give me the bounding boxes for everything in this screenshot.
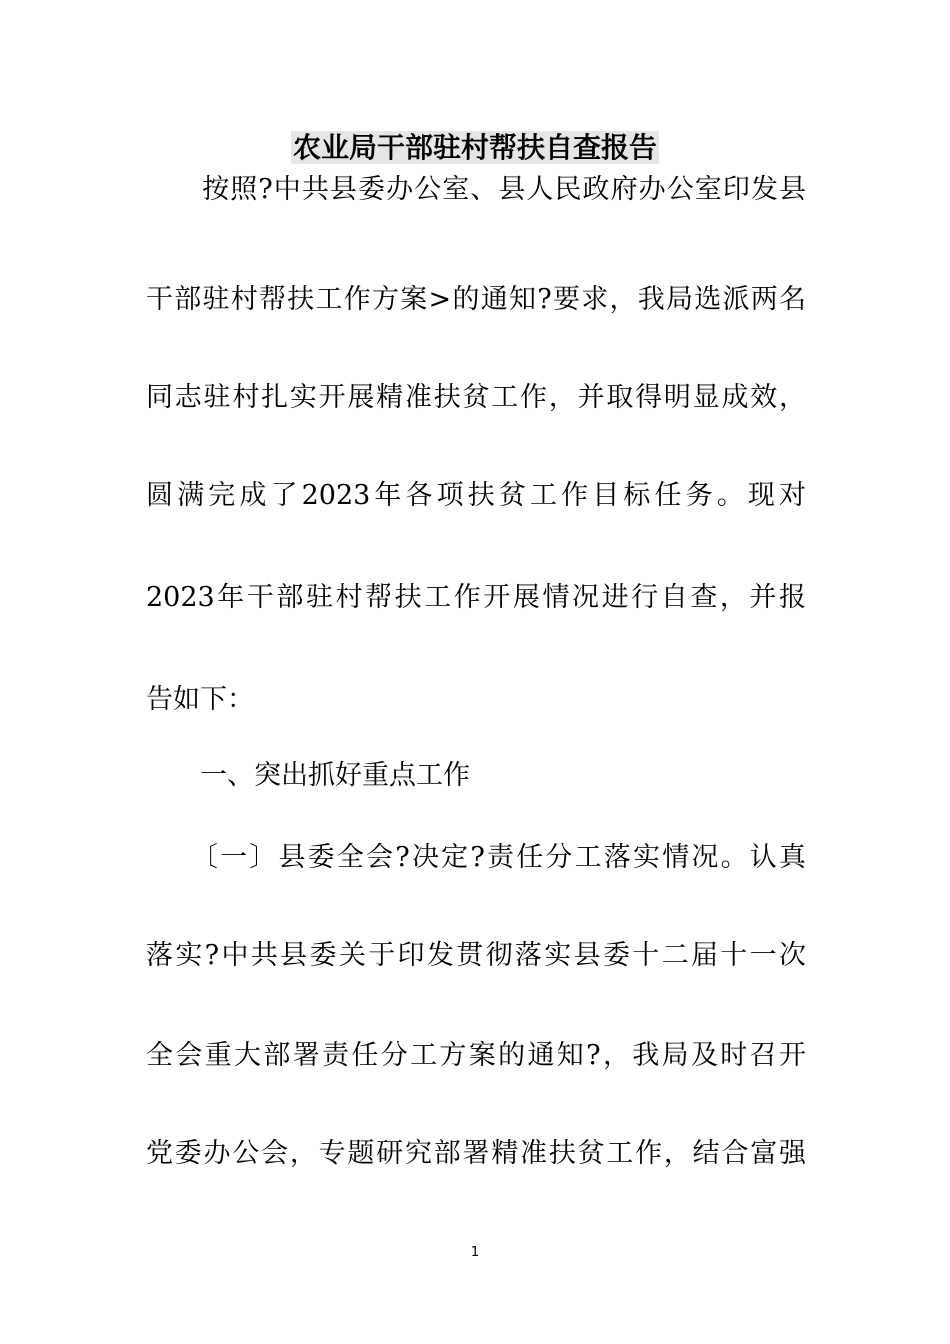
body-line: 全会重大部署责任分工方案的通知?，我局及时召开 <box>146 1040 806 1071</box>
body-line: 干部驻村帮扶工作方案>的通知?要求，我局选派两名 <box>146 284 806 315</box>
body-line: 党委办公会，专题研究部署精准扶贫工作，结合富强 <box>146 1138 806 1169</box>
body-line: 2023年干部驻村帮扶工作开展情况进行自查，并报 <box>146 582 806 613</box>
page-number: 1 <box>470 1245 480 1260</box>
document-title <box>0 128 950 168</box>
section-heading: 一、突出抓好重点工作 <box>146 760 470 791</box>
body-line: 同志驻村扎实开展精准扶贫工作，并取得明显成效， <box>146 382 806 413</box>
body-line: 告如下： <box>146 684 254 715</box>
body-line: 圆满完成了2023年各项扶贫工作目标任务。现对 <box>146 480 806 511</box>
document-title-text: 农业局干部驻村帮扶自查报告 <box>292 131 657 164</box>
body-line: 按照?中共县委办公室、县人民政府办公室印发县 <box>146 174 806 205</box>
body-line: 〔一〕县委全会?决定?责任分工落实情况。认真 <box>146 842 806 873</box>
body-line: 落实?中共县委关于印发贯彻落实县委十二届十一次 <box>146 940 806 971</box>
